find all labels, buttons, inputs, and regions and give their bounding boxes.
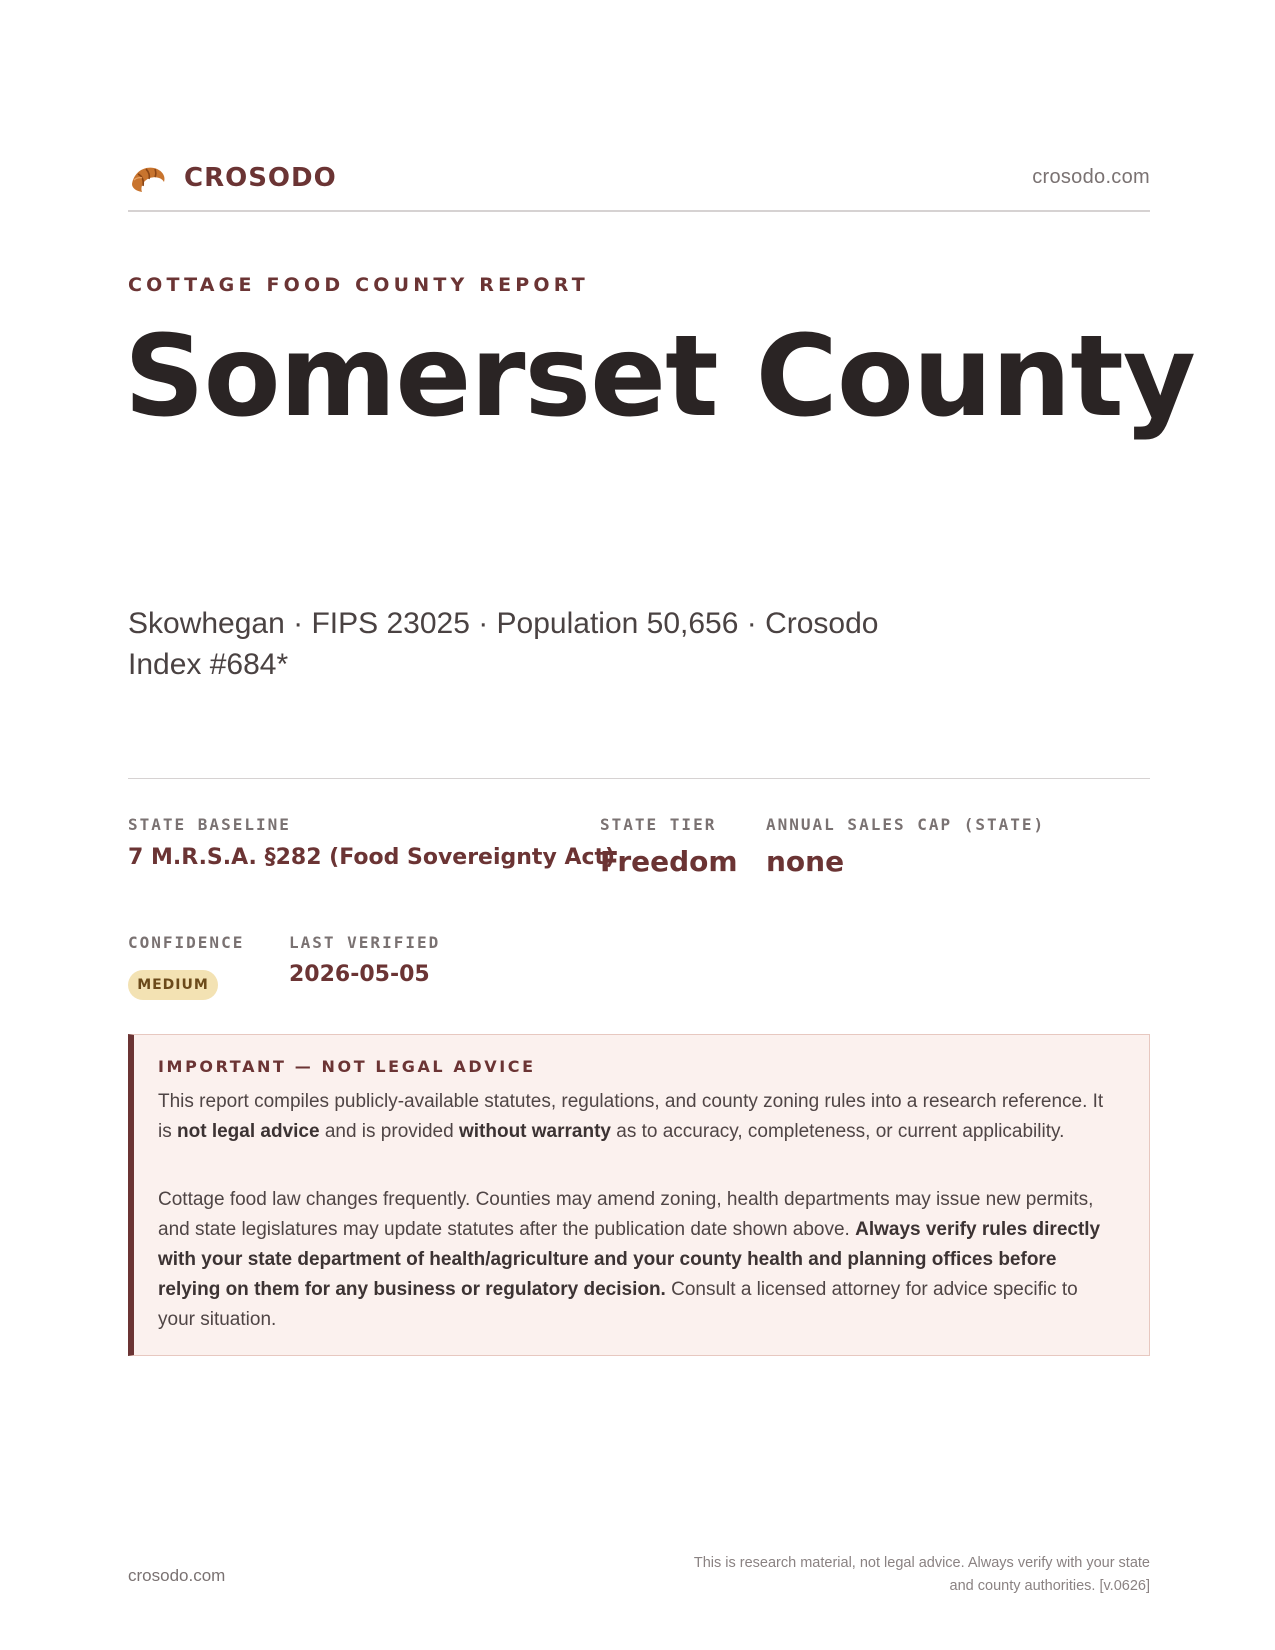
notice-text: and is provided [319,1121,459,1142]
footer-url[interactable]: crosodo.com [128,1566,226,1585]
brand-name: CROSODO [184,163,337,193]
notice-text: as to accuracy, completeness, or current applicability. [610,1121,1065,1142]
notice-emphasis: without warranty [458,1121,611,1142]
footer-disclaimer-line-1: This is research material, not legal advice. Always verify with your state [693,1555,1150,1571]
croissant-icon [128,158,168,198]
notice-text: This report compiles publicly-available statutes, regulations, and county zoning rules into a research reference. It is [158,1091,1104,1142]
report-eyebrow: COTTAGE FOOD COUNTY REPORT [128,274,589,296]
notice-paragraph-2 [158,1185,1118,1335]
last-verified-label: LAST VERIFIED [289,933,441,952]
notice-emphasis: Always verify rules directly with your state department of health/agriculture and your county health and planning offices before relying on them for any business or regulatory decision. [158,1219,1101,1300]
confidence-label: CONFIDENCE [128,933,245,952]
brand[interactable] [128,158,337,198]
notice-paragraph-1 [158,1087,1118,1147]
header-divider [128,210,1150,212]
confidence-badge: MEDIUM [128,970,218,1000]
state-tier-value: Freedom [600,845,738,878]
state-baseline-label: STATE BASELINE [128,815,291,834]
legal-notice [128,1034,1150,1356]
header-url[interactable]: crosodo.com [1032,166,1150,188]
last-verified-value: 2026-05-05 [289,962,430,987]
state-baseline-value: 7 M.R.S.A. §282 (Food Sovereignty Act) [128,845,616,870]
sales-cap-value: none [766,845,845,878]
section-divider [128,778,1150,779]
notice-title: IMPORTANT — NOT LEGAL ADVICE [158,1057,536,1076]
notice-emphasis: not legal advice [177,1121,320,1142]
report-page [124,0,1195,1650]
notice-text: Consult a licensed attorney for advice specific to your situation. [158,1279,1078,1330]
notice-text: Cottage food law changes frequently. Counties may amend zoning, health departments may issue new permits, and state legislatures may update statutes after the publication date shown above. [158,1189,1094,1240]
footer-disclaimer [610,1552,1150,1598]
county-subtitle: Skowhegan · FIPS 23025 · Population 50,656 · Crosodo Index #684* [128,607,879,681]
footer-disclaimer-line-2: and county authorities. [v.0626] [949,1578,1150,1594]
sales-cap-label: ANNUAL SALES CAP (STATE) [766,815,1046,834]
state-tier-label: STATE TIER [600,815,717,834]
page-header [128,158,1150,202]
page-title: Somerset County [124,312,1195,442]
